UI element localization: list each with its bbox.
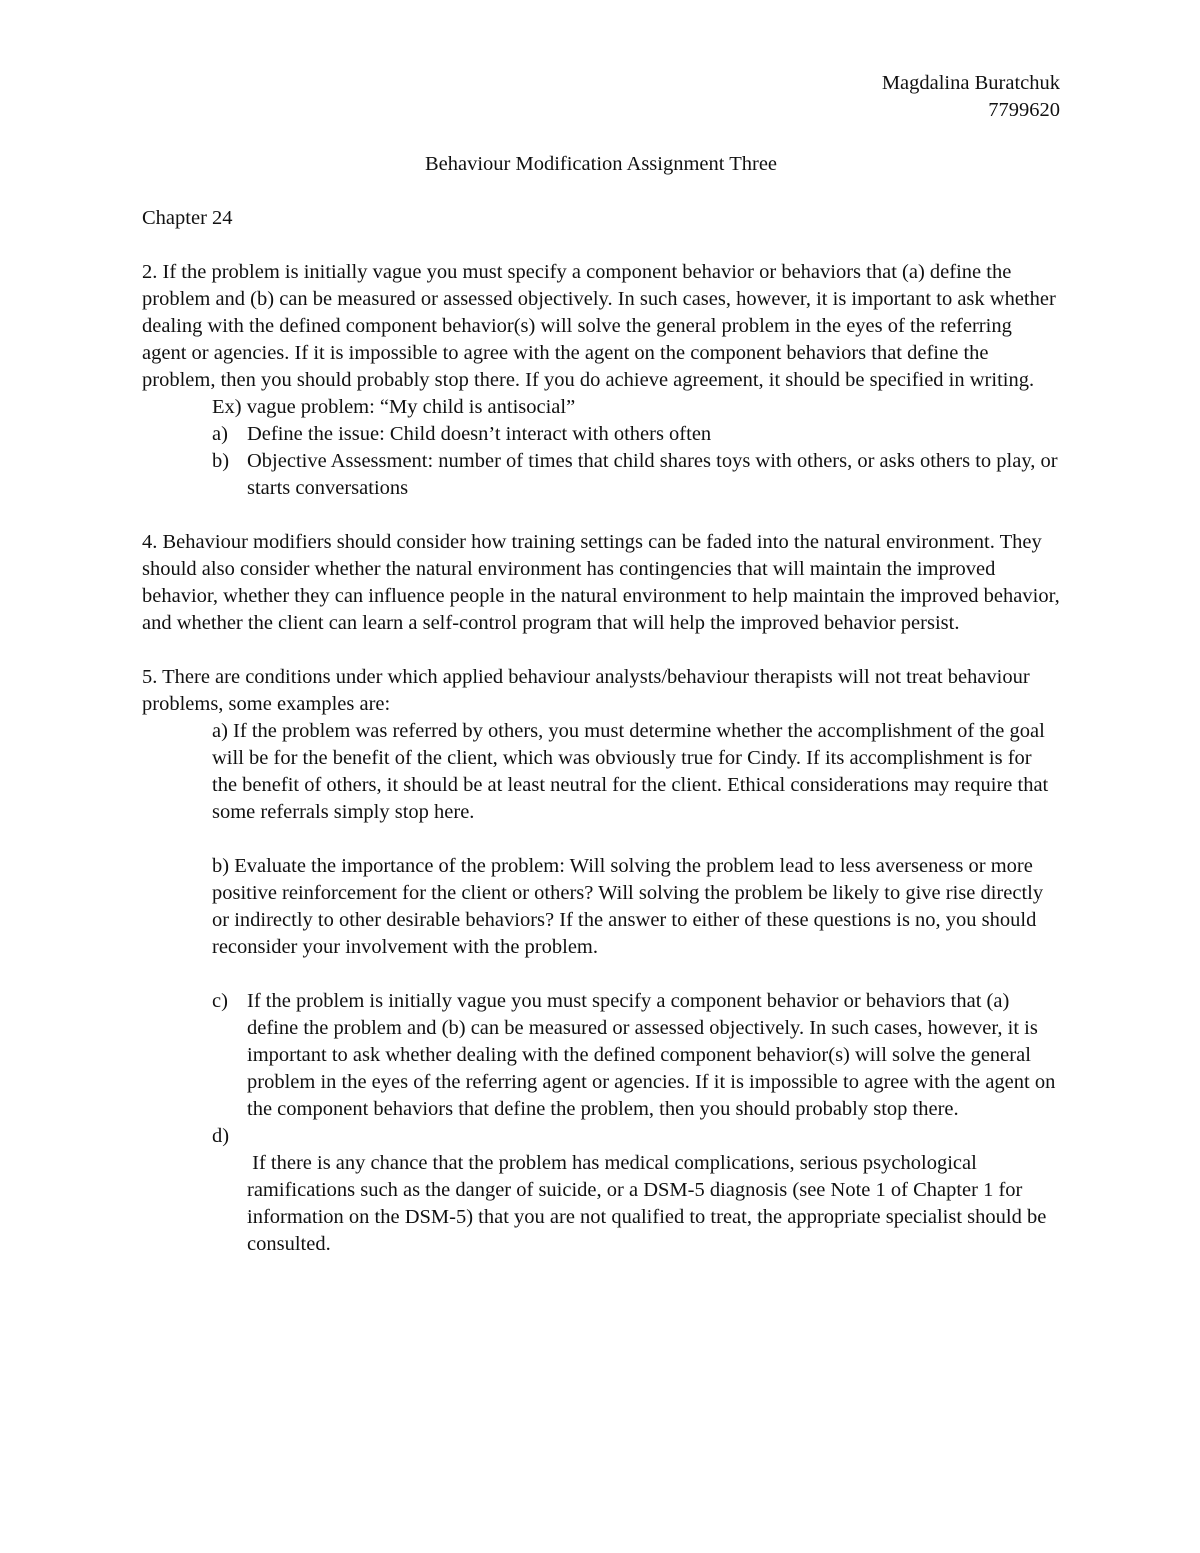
question-5-item-a: a) If the problem was referred by others, you must determine whether the accomplishment of the goal will be for the benefit of the client, which was obviously true for Cindy. If its accomplishment is for the benefit of others, it should be at least neutral for the client. Ethical considerations may require that some referrals simply stop here. [212, 720, 1049, 823]
list-item [142, 448, 1060, 502]
question-4 [142, 529, 1060, 637]
list-item-text: If the problem is initially vague you must specify a component behavior or behaviors that (a) define the problem and (b) can be measured or assessed objectively. In such cases, however, it is important to ask whether dealing with the defined component behavior(s) will solve the general problem in the eyes of the referring agent or agencies. If it is impossible to agree with the agent on the component behaviors that define the problem, then you should probably stop there. [247, 990, 1056, 1120]
question-2-example: Ex) vague problem: “My child is antisocial” [212, 396, 576, 418]
document-header [142, 70, 1060, 124]
list-item-text: Define the issue: Child doesn’t interact with others often [247, 423, 712, 445]
list-item [142, 421, 1060, 448]
question-5-item-d-marker: d) [212, 1125, 230, 1147]
question-4-text: 4. Behaviour modifiers should consider how training settings can be faded into the natural environment. They should also consider whether the natural environment has contingencies that will maintain the improved behavior, whether they can influence people in the natural environment to help maintain the improved behavior, and whether the client can learn a self-control program that will help the improved behavior persist. [142, 531, 1060, 634]
author-name: Magdalina Buratchuk [881, 72, 1060, 94]
question-5-item-c [142, 988, 1060, 1123]
question-5 [142, 664, 1060, 1258]
list-marker: c) [212, 990, 228, 1012]
chapter-heading: Chapter 24 [142, 207, 233, 229]
list-item-text: Objective Assessment: number of times that child shares toys with others, or asks others to play, or starts conversations [247, 450, 1058, 499]
list-marker: b) [212, 450, 230, 472]
question-2 [142, 259, 1060, 502]
student-id: 7799620 [988, 99, 1060, 121]
question-5-item-d: If there is any chance that the problem has medical complications, serious psychological ramifications such as the danger of suicide, or a DSM-5 diagnosis (see Note 1 of Chapter 1 for information on the DSM-5) that you are not qualified to treat, the appropriate specialist should be consulted. [247, 1152, 1052, 1255]
document-title: Behaviour Modification Assignment Three [424, 153, 778, 175]
question-5-text: 5. There are conditions under which applied behaviour analysts/behaviour therapists will not treat behaviour problems, some examples are: [142, 666, 1030, 715]
list-marker: a) [212, 423, 228, 445]
document-page [142, 70, 1060, 1258]
question-2-text: 2. If the problem is initially vague you must specify a component behavior or behaviors that (a) define the problem and (b) can be measured or assessed objectively. In such cases, however, it is important to ask whether dealing with the defined component behavior(s) will solve the general problem in the eyes of the referring agent or agencies. If it is impossible to agree with the agent on the component behaviors that define the problem, then you should probably stop there. If you do achieve agreement, it should be specified in writing. [142, 261, 1056, 391]
question-5-item-b: b) Evaluate the importance of the problem: Will solving the problem lead to less averseness or more positive reinforcement for the client or others? Will solving the problem be likely to give rise directly or indirectly to other desirable behaviors? If the answer to either of these questions is no, you should reconsider your involvement with the problem. [212, 855, 1044, 958]
